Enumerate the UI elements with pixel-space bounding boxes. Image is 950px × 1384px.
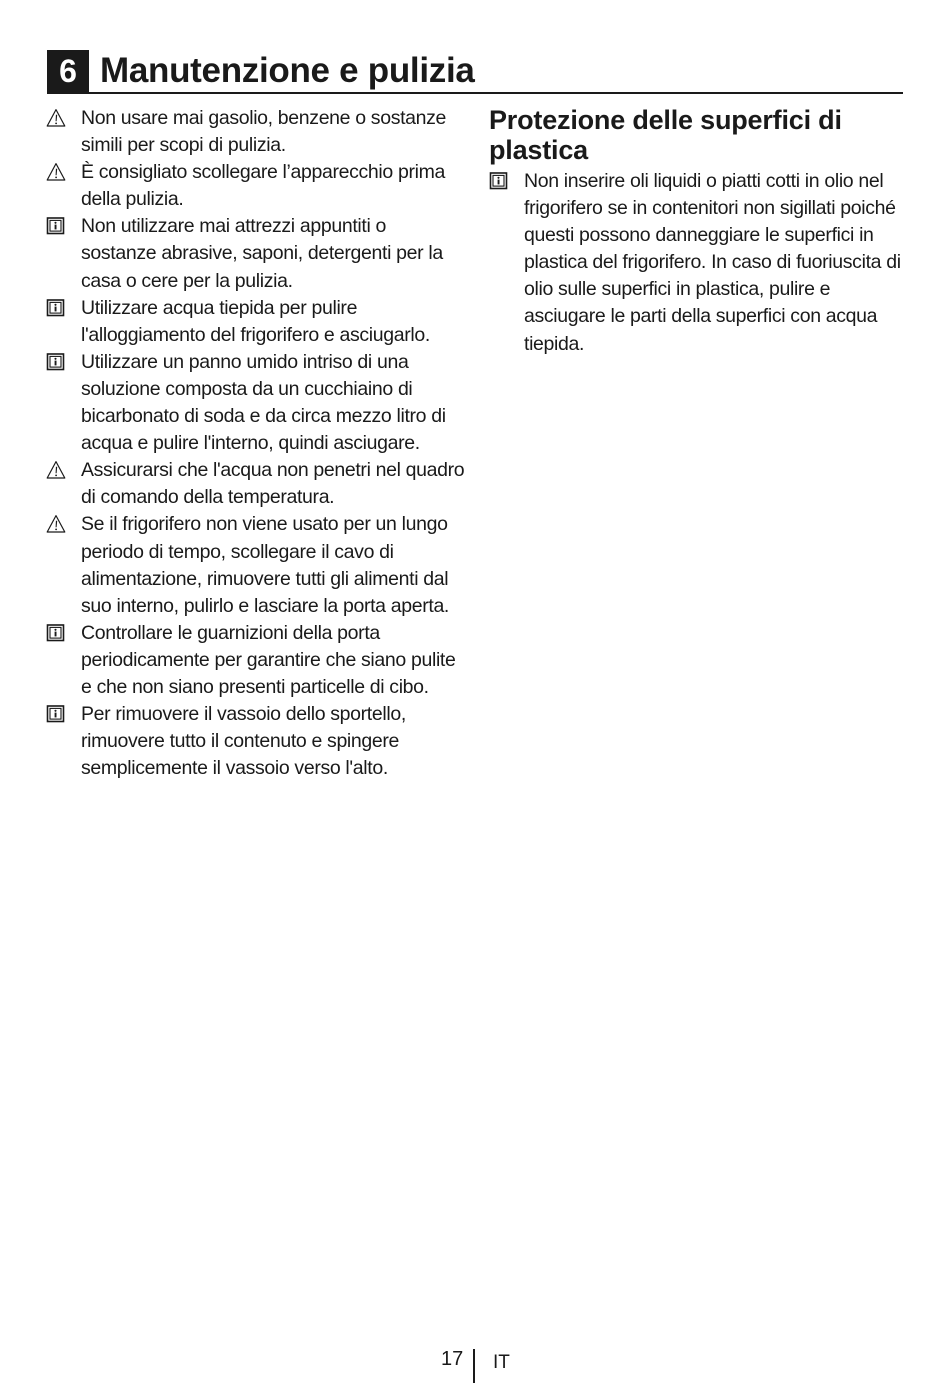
list-item xyxy=(46,620,466,701)
right-column xyxy=(489,105,909,358)
chapter-number: 6 xyxy=(47,50,89,92)
info-icon xyxy=(46,623,66,643)
info-icon xyxy=(46,298,66,318)
list-item xyxy=(46,457,466,511)
language-code: IT xyxy=(493,1352,510,1373)
list-item-text: È consigliato scollegare l’apparecchio prima della pulizia. xyxy=(81,161,445,211)
list-item xyxy=(46,349,466,457)
warning-icon xyxy=(46,514,66,534)
list-item-text: Non usare mai gasolio, benzene o sostanze simili per scopi di pulizia. xyxy=(81,107,447,157)
info-icon xyxy=(46,352,66,372)
list-item xyxy=(46,159,466,213)
chapter-header xyxy=(47,48,903,94)
left-column xyxy=(46,105,466,782)
list-item-text: Per rimuovere il vassoio dello sportello, rimuovere tutto il contenuto e spingere semplicemente il vassoio verso l'alto. xyxy=(81,703,406,780)
info-icon xyxy=(46,704,66,724)
warning-icon xyxy=(46,162,66,182)
list-item xyxy=(46,701,466,782)
list-item xyxy=(46,105,466,159)
section-items xyxy=(489,168,909,358)
info-icon xyxy=(46,216,66,236)
warning-icon xyxy=(46,460,66,480)
section-title: Protezione delle superfici di plastica xyxy=(489,105,842,165)
info-icon xyxy=(489,171,509,191)
list-item-text: Non inserire oli liquidi o piatti cotti in olio nel frigorifero se in contenitori non sigillati poiché questi possono danneggiare le superfici in plastica del frigorifero. In caso di fuoriuscita di olio sulle superfici in plastica, pulire e asciugare le parti della superfici con acqua tiepida. xyxy=(524,170,901,355)
warning-icon xyxy=(46,108,66,128)
page-number: 17 xyxy=(441,1348,464,1370)
footer-divider xyxy=(473,1349,475,1383)
list-item-text: Se il frigorifero non viene usato per un lungo periodo di tempo, scollegare il cavo di alimentazione, rimuovere tutti gli alimenti dal suo interno, pulirlo e lasciare la porta aperta. xyxy=(81,513,450,617)
list-item-text: Assicurarsi che l'acqua non penetri nel quadro di comando della temperatura. xyxy=(81,459,465,509)
list-item-text: Non utilizzare mai attrezzi appuntiti o sostanze abrasive, saponi, detergenti per la casa o cere per la pulizia. xyxy=(81,215,443,292)
list-item-text: Utilizzare un panno umido intriso di una soluzione composta da un cucchiaino di bicarbonato di soda e da circa mezzo litro di acqua e pulire l'interno, quindi asciugare. xyxy=(81,350,446,455)
chapter-title: Manutenzione e pulizia xyxy=(100,51,475,90)
list-item xyxy=(46,295,466,349)
list-item xyxy=(489,168,909,358)
list-item-text: Utilizzare acqua tiepida per pulire l'alloggiamento del frigorifero e asciugarlo. xyxy=(81,296,430,346)
list-item xyxy=(46,511,466,619)
list-item xyxy=(46,213,466,294)
list-item-text: Controllare le guarnizioni della porta periodicamente per garantire che siano pulite e che non siano presenti particelle di cibo. xyxy=(81,621,456,698)
